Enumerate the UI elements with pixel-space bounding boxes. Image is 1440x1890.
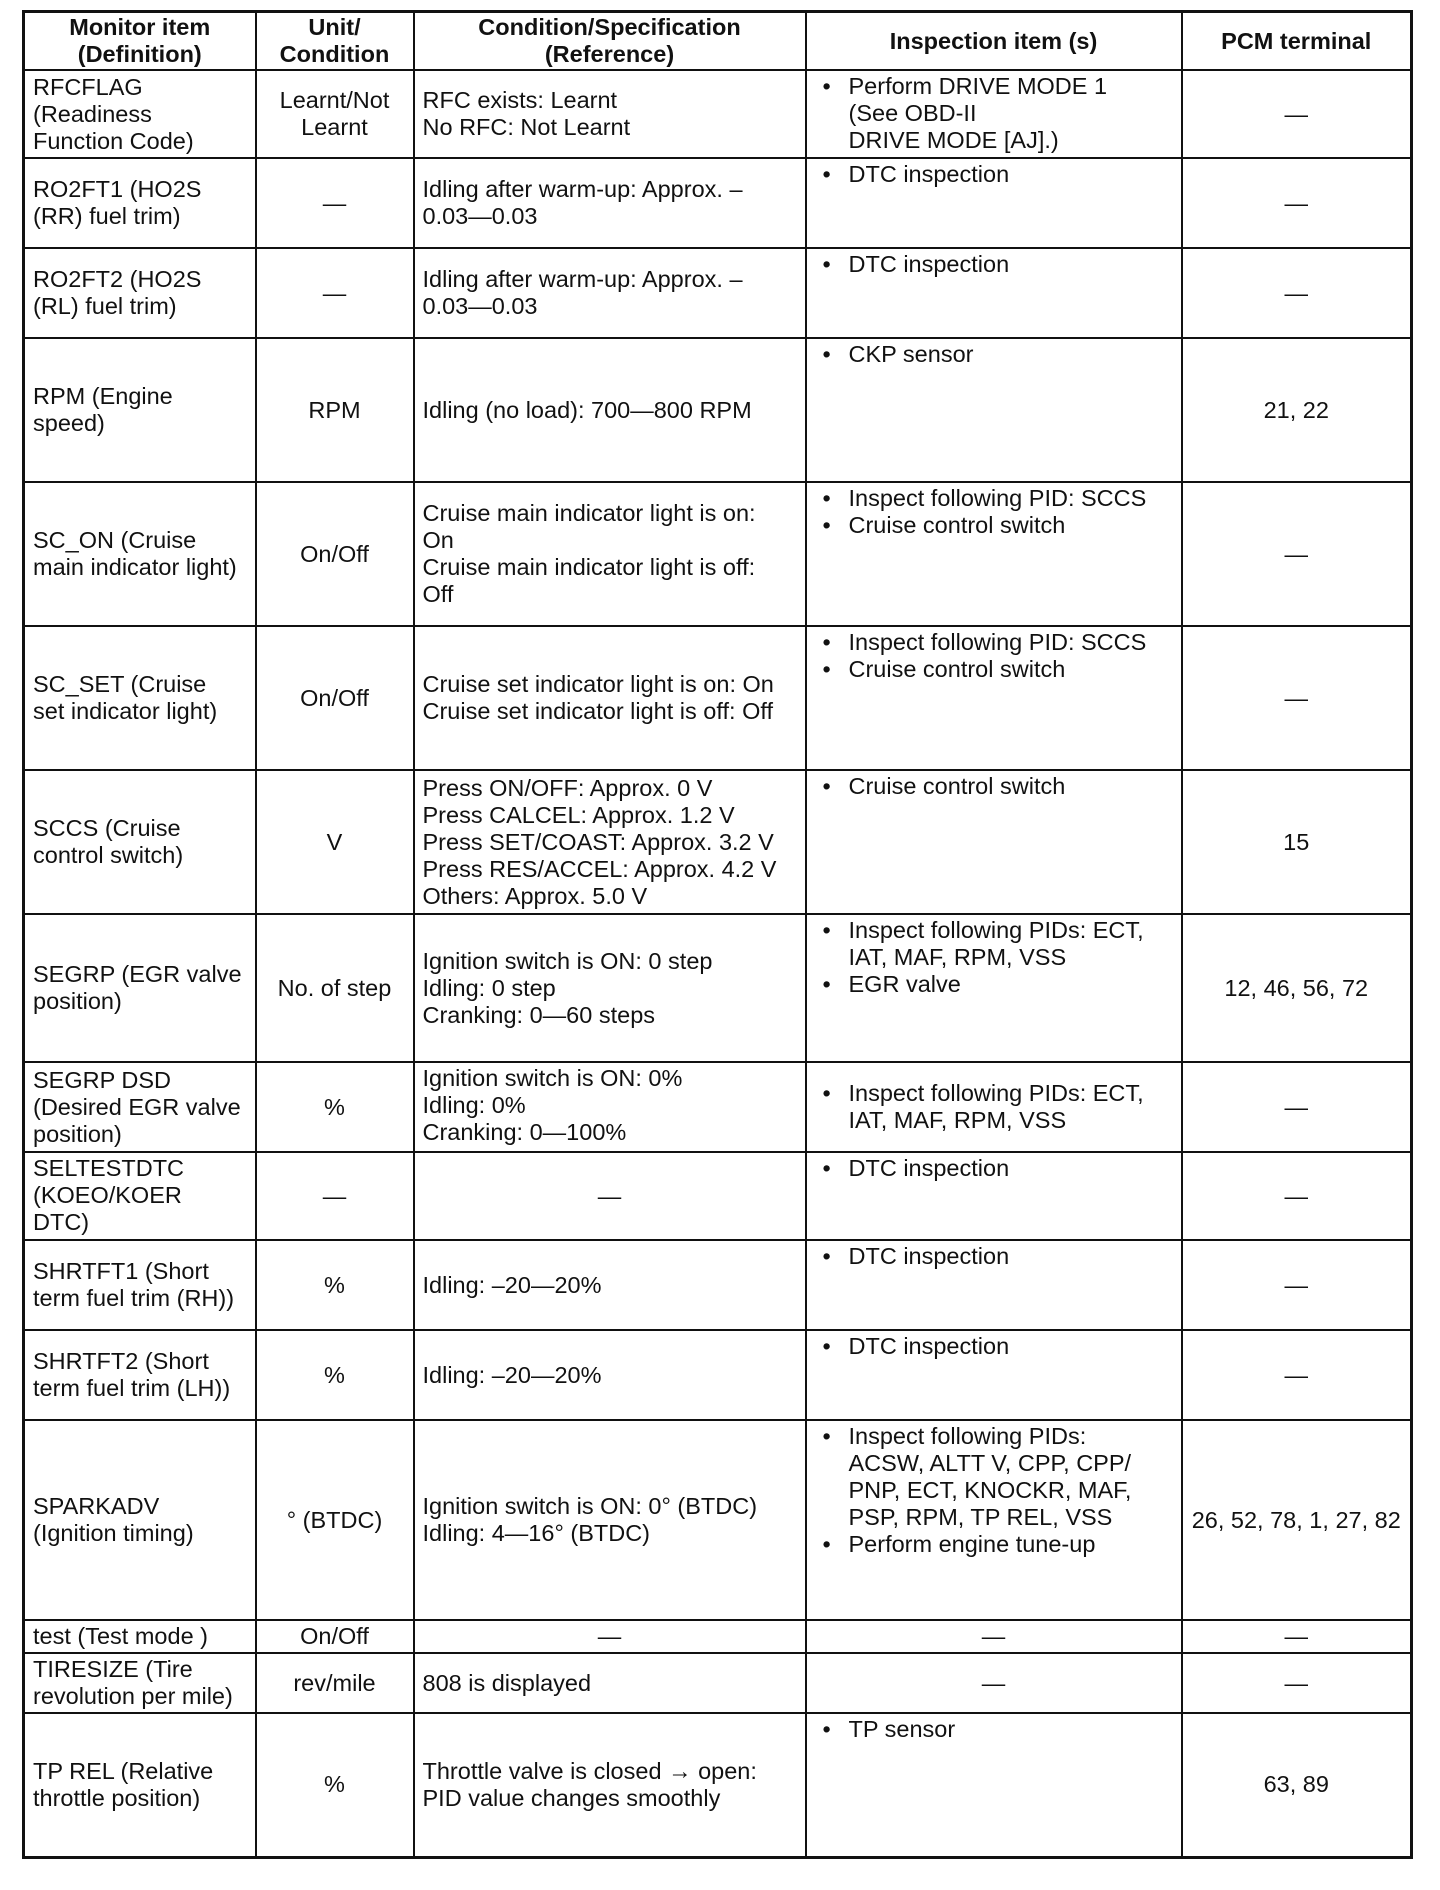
inspection-list	[815, 73, 1173, 154]
inspection-list-item: • Perform DRIVE MODE 1 (See OBD-II DRIVE MODE [AJ].)	[815, 73, 1173, 154]
condition-specification-cell: 808 is displayed	[414, 1653, 806, 1713]
pcm-terminal-cell: 26, 52, 78, 1, 27, 82	[1182, 1420, 1412, 1620]
unit-condition-cell: No. of step	[256, 914, 414, 1062]
inspection-list-item: • DTC inspection	[815, 161, 1173, 188]
inspection-items-cell	[806, 1330, 1182, 1420]
inspection-list-item: • TP sensor	[815, 1716, 1173, 1743]
condition-specification-cell: Throttle valve is closed → open: PID value changes smoothly	[414, 1713, 806, 1857]
inspection-items-cell	[806, 1152, 1182, 1240]
condition-specification-cell: Ignition switch is ON: 0° (BTDC) Idling: 4—16° (BTDC)	[414, 1420, 806, 1620]
monitor-item-cell: RO2FT2 (HO2S (RL) fuel trim)	[24, 248, 256, 338]
table-row	[24, 338, 1412, 482]
inspection-items-cell	[806, 1420, 1182, 1620]
inspection-list-item: • Perform engine tune-up	[815, 1531, 1173, 1558]
unit-condition-cell: —	[256, 158, 414, 248]
header-pcm-terminal: PCM terminal	[1182, 12, 1412, 71]
table-row	[24, 1330, 1412, 1420]
inspection-items-cell	[806, 482, 1182, 626]
condition-specification-cell: Idling after warm-up: Approx. – 0.03—0.03	[414, 158, 806, 248]
inspection-list	[815, 1423, 1173, 1558]
unit-condition-cell: %	[256, 1062, 414, 1152]
monitor-item-cell: TP REL (Relative throttle position)	[24, 1713, 256, 1857]
unit-condition-cell: —	[256, 1152, 414, 1240]
pcm-terminal-cell: —	[1182, 1062, 1412, 1152]
pcm-terminal-cell: 15	[1182, 770, 1412, 914]
monitor-item-cell: TIRESIZE (Tire revolution per mile)	[24, 1653, 256, 1713]
inspection-list-item: • EGR valve	[815, 971, 1173, 998]
condition-specification-cell: —	[414, 1152, 806, 1240]
header-inspection-items: Inspection item (s)	[806, 12, 1182, 71]
inspection-list	[815, 485, 1173, 539]
inspection-list	[815, 1716, 1173, 1743]
inspection-list-item: • Inspect following PIDs: ACSW, ALTT V, CPP, CPP/ PNP, ECT, KNOCKR, MAF, PSP, RPM, TP REL, VSS	[815, 1423, 1173, 1531]
condition-specification-cell: RFC exists: Learnt No RFC: Not Learnt	[414, 70, 806, 158]
monitor-item-cell: RO2FT1 (HO2S (RR) fuel trim)	[24, 158, 256, 248]
inspection-items-cell	[806, 158, 1182, 248]
pcm-terminal-cell: 21, 22	[1182, 338, 1412, 482]
header-monitor-item: Monitor item (Definition)	[24, 12, 256, 71]
pcm-terminal-cell: —	[1182, 1653, 1412, 1713]
pcm-terminal-cell: —	[1182, 248, 1412, 338]
header-unit-condition: Unit/ Condition	[256, 12, 414, 71]
pcm-terminal-cell: —	[1182, 1330, 1412, 1420]
condition-specification-cell: Ignition switch is ON: 0% Idling: 0% Cranking: 0—100%	[414, 1062, 806, 1152]
table-row	[24, 1240, 1412, 1330]
monitor-item-cell: RPM (Engine speed)	[24, 338, 256, 482]
inspection-items-cell	[806, 248, 1182, 338]
monitor-item-cell: SEGRP DSD (Desired EGR valve position)	[24, 1062, 256, 1152]
monitor-item-cell: test (Test mode )	[24, 1620, 256, 1653]
unit-condition-cell: On/Off	[256, 626, 414, 770]
table-header-row	[24, 12, 1412, 71]
table-row	[24, 770, 1412, 914]
table-row	[24, 1713, 1412, 1857]
pcm-terminal-cell: 63, 89	[1182, 1713, 1412, 1857]
inspection-items-cell	[806, 1062, 1182, 1152]
inspection-list-item: • Inspect following PIDs: ECT, IAT, MAF, RPM, VSS	[815, 917, 1173, 971]
inspection-list-item: • Inspect following PID: SCCS	[815, 629, 1173, 656]
pid-monitor-table	[22, 10, 1413, 1859]
inspection-items-cell	[806, 626, 1182, 770]
inspection-list-item: • DTC inspection	[815, 251, 1173, 278]
condition-specification-cell: —	[414, 1620, 806, 1653]
condition-specification-cell: Idling after warm-up: Approx. – 0.03—0.03	[414, 248, 806, 338]
pid-monitor-table-page	[22, 10, 1410, 1859]
condition-specification-cell: Ignition switch is ON: 0 step Idling: 0 step Cranking: 0—60 steps	[414, 914, 806, 1062]
inspection-list	[815, 629, 1173, 683]
inspection-list	[815, 161, 1173, 188]
unit-condition-cell: On/Off	[256, 1620, 414, 1653]
pcm-terminal-cell: —	[1182, 626, 1412, 770]
inspection-list-item: • DTC inspection	[815, 1333, 1173, 1360]
condition-specification-cell: Idling: –20—20%	[414, 1240, 806, 1330]
table-row	[24, 248, 1412, 338]
condition-specification-cell: Idling: –20—20%	[414, 1330, 806, 1420]
inspection-list-item: • Inspect following PIDs: ECT, IAT, MAF, RPM, VSS	[815, 1080, 1173, 1134]
table-row	[24, 1420, 1412, 1620]
inspection-list	[815, 773, 1173, 800]
inspection-list-item: • Cruise control switch	[815, 512, 1173, 539]
condition-specification-cell: Idling (no load): 700—800 RPM	[414, 338, 806, 482]
inspection-list-item: • DTC inspection	[815, 1243, 1173, 1270]
table-row	[24, 158, 1412, 248]
unit-condition-cell: ° (BTDC)	[256, 1420, 414, 1620]
inspection-list-item: • DTC inspection	[815, 1155, 1173, 1182]
inspection-list	[815, 341, 1173, 368]
inspection-list-item: • Cruise control switch	[815, 773, 1173, 800]
inspection-items-cell	[806, 1240, 1182, 1330]
monitor-item-cell: SPARKADV (Ignition timing)	[24, 1420, 256, 1620]
unit-condition-cell: rev/mile	[256, 1653, 414, 1713]
table-row	[24, 1620, 1412, 1653]
unit-condition-cell: %	[256, 1240, 414, 1330]
pcm-terminal-cell: —	[1182, 70, 1412, 158]
inspection-items-cell: —	[806, 1620, 1182, 1653]
unit-condition-cell: %	[256, 1713, 414, 1857]
inspection-list	[815, 1243, 1173, 1270]
pcm-terminal-cell: —	[1182, 482, 1412, 626]
inspection-items-cell: —	[806, 1653, 1182, 1713]
table-row	[24, 70, 1412, 158]
table-row	[24, 1653, 1412, 1713]
inspection-items-cell	[806, 338, 1182, 482]
inspection-list-item: • Cruise control switch	[815, 656, 1173, 683]
inspection-items-cell	[806, 1713, 1182, 1857]
pcm-terminal-cell: 12, 46, 56, 72	[1182, 914, 1412, 1062]
monitor-item-cell: SC_ON (Cruise main indicator light)	[24, 482, 256, 626]
inspection-items-cell	[806, 70, 1182, 158]
condition-specification-cell: Cruise main indicator light is on: On Cruise main indicator light is off: Off	[414, 482, 806, 626]
monitor-item-cell: RFCFLAG (Readiness Function Code)	[24, 70, 256, 158]
inspection-list-item: • CKP sensor	[815, 341, 1173, 368]
pcm-terminal-cell: —	[1182, 1240, 1412, 1330]
inspection-list-item: • Inspect following PID: SCCS	[815, 485, 1173, 512]
unit-condition-cell: On/Off	[256, 482, 414, 626]
inspection-list	[815, 1155, 1173, 1182]
table-row	[24, 482, 1412, 626]
inspection-list	[815, 251, 1173, 278]
inspection-list	[815, 1333, 1173, 1360]
table-row	[24, 1152, 1412, 1240]
monitor-item-cell: SCCS (Cruise control switch)	[24, 770, 256, 914]
unit-condition-cell: RPM	[256, 338, 414, 482]
unit-condition-cell: Learnt/Not Learnt	[256, 70, 414, 158]
unit-condition-cell: %	[256, 1330, 414, 1420]
header-condition-specification: Condition/Specification (Reference)	[414, 12, 806, 71]
unit-condition-cell: —	[256, 248, 414, 338]
unit-condition-cell: V	[256, 770, 414, 914]
table-row	[24, 914, 1412, 1062]
table-row	[24, 1062, 1412, 1152]
inspection-items-cell	[806, 770, 1182, 914]
pcm-terminal-cell: —	[1182, 1152, 1412, 1240]
monitor-item-cell: SHRTFT1 (Short term fuel trim (RH))	[24, 1240, 256, 1330]
monitor-item-cell: SELTESTDTC (KOEO/KOER DTC)	[24, 1152, 256, 1240]
inspection-list	[815, 917, 1173, 998]
table-row	[24, 626, 1412, 770]
inspection-list	[815, 1080, 1173, 1134]
monitor-item-cell: SC_SET (Cruise set indicator light)	[24, 626, 256, 770]
condition-specification-cell: Cruise set indicator light is on: On Cruise set indicator light is off: Off	[414, 626, 806, 770]
pcm-terminal-cell: —	[1182, 158, 1412, 248]
monitor-item-cell: SEGRP (EGR valve position)	[24, 914, 256, 1062]
condition-specification-cell: Press ON/OFF: Approx. 0 V Press CALCEL: Approx. 1.2 V Press SET/COAST: Approx. 3.2 V Press RES/ACCEL: Approx. 4.2 V Others: Approx. 5.0 V	[414, 770, 806, 914]
monitor-item-cell: SHRTFT2 (Short term fuel trim (LH))	[24, 1330, 256, 1420]
pcm-terminal-cell: —	[1182, 1620, 1412, 1653]
inspection-items-cell	[806, 914, 1182, 1062]
